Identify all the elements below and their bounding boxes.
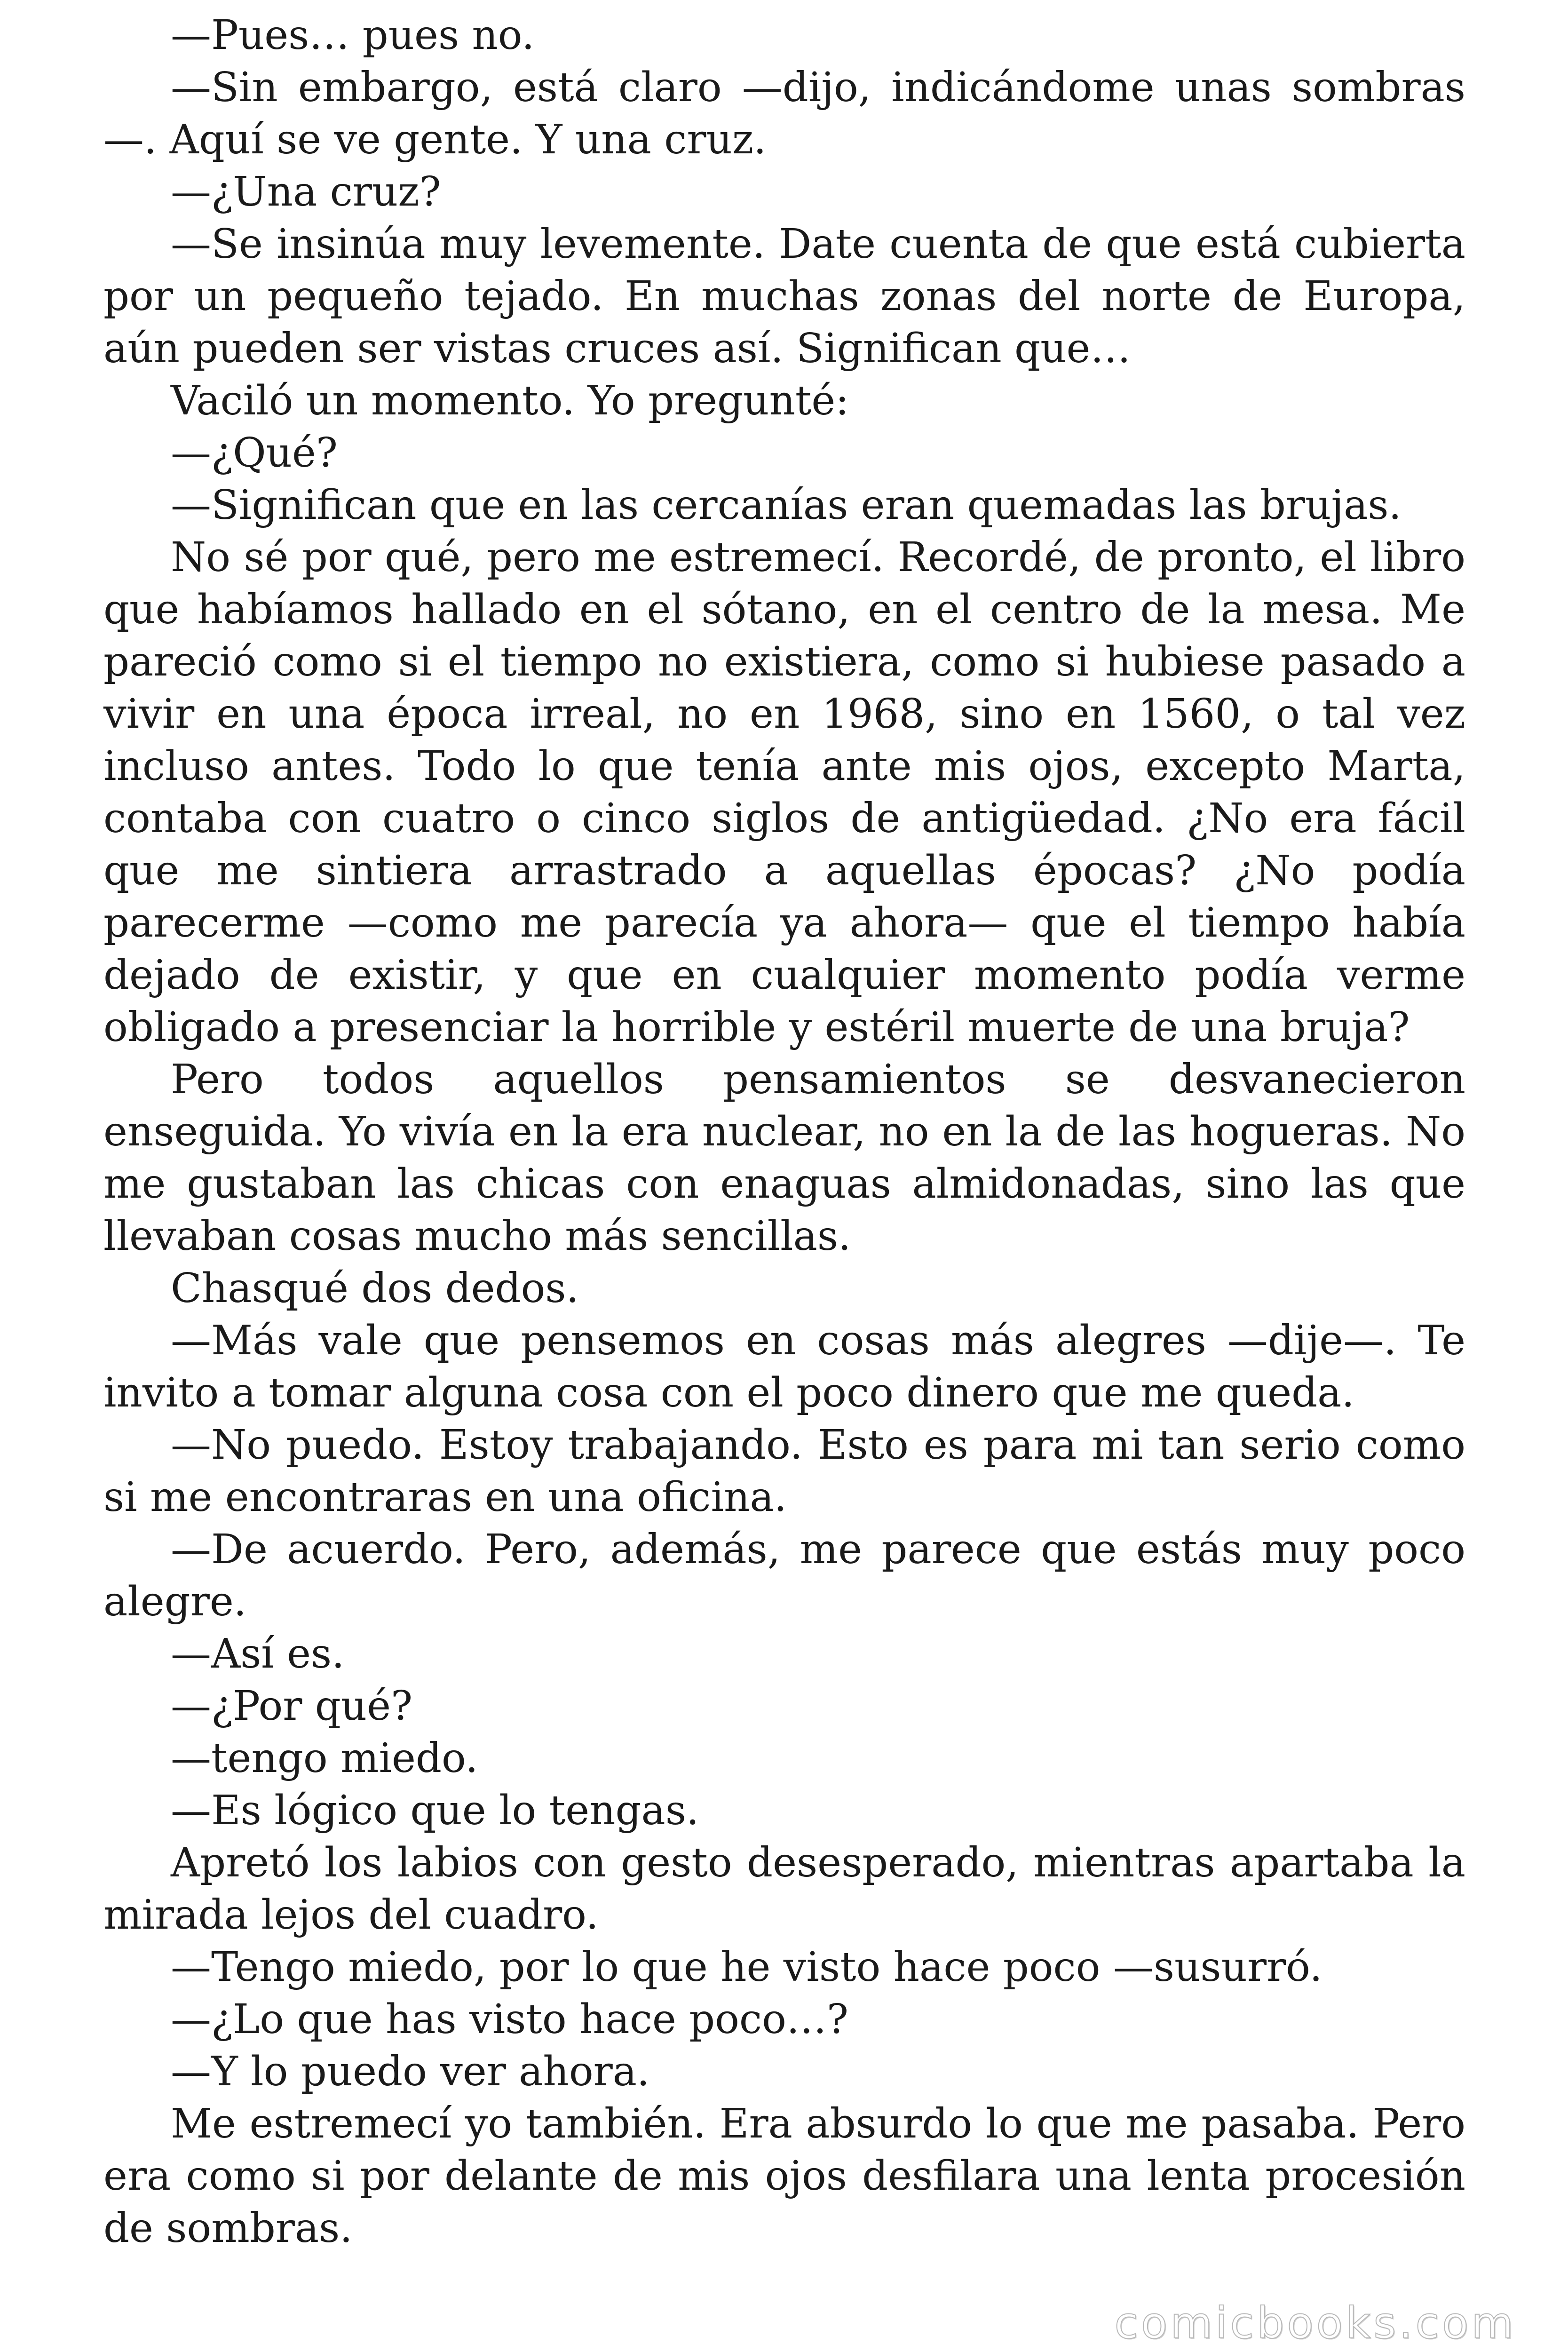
paragraph: Vaciló un momento. Yo pregunté: <box>171 377 849 424</box>
paragraph: —Tengo miedo, por lo que he visto hace poco —susurró. <box>171 1944 1323 1991</box>
paragraph: Apretó los labios con gesto desesperado, mientras apartaba la mirada lejos del cuadro. <box>103 1839 1465 1939</box>
paragraph: Me estremecí yo también. Era absurdo lo que me pasaba. Pero era como si por delante de mis ojos desfilara una lenta procesión de sombras. <box>103 2100 1465 2252</box>
paragraph: —Es lógico que lo tengas. <box>171 1787 699 1834</box>
paragraph: —¿Por qué? <box>171 1683 413 1730</box>
paragraph: —¿Qué? <box>171 429 338 477</box>
paragraph: —Más vale que pensemos en cosas más alegres —dije—. Te invito a tomar alguna cosa con el poco dinero que me queda. <box>103 1317 1465 1416</box>
paragraph: —Y lo puedo ver ahora. <box>171 2048 650 2095</box>
paragraph: —Así es. <box>171 1630 345 1677</box>
paragraph: Pero todos aquellos pensamientos se desvanecieron enseguida. Yo vivía en la era nuclear, no en la de las hogueras. No me gustaban las chicas con enaguas almidonadas, sino las que llevaban cosas mucho más sencillas. <box>103 1056 1465 1260</box>
paragraph: —¿Lo que has visto hace poco…? <box>171 1996 848 2043</box>
watermark: comicbooks.com <box>1114 2298 1516 2348</box>
page-body-text <box>103 9 1465 2255</box>
paragraph: —No puedo. Estoy trabajando. Esto es para mi tan serio como si me encontraras en una oficina. <box>103 1422 1465 1521</box>
paragraph: Chasqué dos dedos. <box>171 1265 579 1312</box>
paragraph: —Sin embargo, está claro —dijo, indicándome unas sombras—. Aquí se ve gente. Y una cruz. <box>103 64 1465 163</box>
paragraph: —¿Una cruz? <box>171 168 441 215</box>
paragraph: —tengo miedo. <box>171 1735 478 1782</box>
paragraph: —De acuerdo. Pero, además, me parece que estás muy poco alegre. <box>103 1526 1465 1625</box>
paragraph: —Significan que en las cercanías eran quemadas las brujas. <box>171 482 1402 529</box>
paragraph: —Pues… pues no. <box>171 12 535 59</box>
paragraph: —Se insinúa muy levemente. Date cuenta de que está cubierta por un pequeño tejado. En muchas zonas del norte de Europa, aún pueden ser vistas cruces así. Significan que… <box>103 221 1465 372</box>
paragraph: No sé por qué, pero me estremecí. Recordé, de pronto, el libro que habíamos hallado en el sótano, en el centro de la mesa. Me pareció como si el tiempo no existiera, como si hubiese pasado a vivir en una época irreal, no en 1968, sino en 1560, o tal vez incluso antes. Todo lo que tenía ante mis ojos, excepto Marta, contaba con cuatro o cinco siglos de antigüedad. ¿No era fácil que me sintiera arrastrado a aquellas épocas? ¿No podía parecerme —como me parecía ya ahora— que el tiempo había dejado de existir, y que en cualquier momento podía verme obligado a presenciar la horrible y estéril muerte de una bruja? <box>103 534 1465 1051</box>
